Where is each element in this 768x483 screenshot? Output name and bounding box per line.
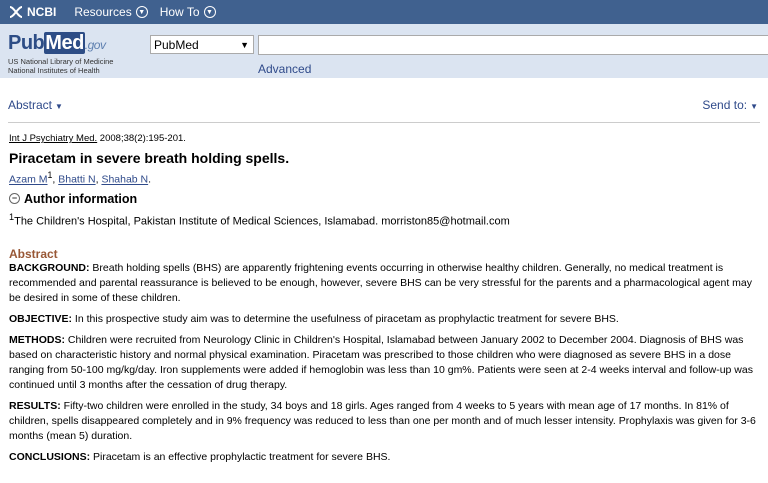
database-select-value: PubMed: [154, 38, 199, 52]
database-select[interactable]: [150, 35, 254, 54]
author-link[interactable]: Bhatti N: [58, 173, 96, 186]
section-text: Fifty-two children were enrolled in the study, 34 boys and 18 girls. Ages ranged from 4 weeks to 5 years with mean age of 17 months. In 81% of children, spells disappeared completely and in 9% frequency was reduced to less than one per month and of much lesser intensity. Prophylaxis was given for 3-6 months (mean 5) duration.: [9, 400, 756, 443]
search-area: [0, 24, 768, 78]
results-toolbar: [0, 98, 768, 114]
abstract-objective: [9, 312, 761, 327]
chevron-down-icon: ▼: [204, 6, 216, 18]
chevron-down-icon: ▼: [136, 6, 148, 18]
collapse-icon: −: [9, 193, 20, 204]
author-information-label: Author information: [24, 191, 138, 206]
section-label: OBJECTIVE:: [9, 313, 73, 326]
author-list: [9, 170, 761, 186]
section-text: Breath holding spells (BHS) are apparently frightening events occurring in otherwise healthy children. Generally, no medical treatment is recommended and parental reassurance is believed to be enough, however, severe BHS can be very stressful for the parents and a pharmacological agent may be desired in some of these children.: [9, 262, 753, 305]
pubmed-logo[interactable]: [8, 32, 113, 75]
citation: [9, 133, 761, 144]
author-separator: ,: [95, 173, 102, 186]
advanced-search-link[interactable]: Advanced: [258, 62, 312, 76]
affiliation-text: The Children's Hospital, Pakistan Institute of Medical Sciences, Islamabad. morriston85@hotmail.com: [14, 215, 510, 228]
abstract-conclusions: [9, 450, 761, 465]
author-sup: 1: [47, 170, 53, 180]
affiliation: [9, 212, 761, 228]
logo-pub: Pub: [8, 32, 45, 54]
section-text: Piracetam is an effective prophylactic treatment for severe BHS.: [90, 451, 391, 464]
send-to-label: Send to:: [702, 98, 748, 112]
article-content: [9, 133, 761, 471]
citation-details: 2008;38(2):195-201.: [97, 133, 186, 144]
section-text: In this prospective study aim was to determine the usefulness of piracetam as prophylactic treatment for severe BHS.: [72, 313, 619, 326]
resources-menu[interactable]: [74, 5, 147, 19]
logo-med: Med: [45, 32, 84, 54]
abstract-heading: Abstract: [9, 247, 58, 262]
author-separator: .: [148, 173, 152, 186]
search-input[interactable]: [258, 35, 768, 55]
section-label: CONCLUSIONS:: [9, 451, 91, 464]
ncbi-helix-icon: [8, 5, 24, 19]
logo-gov: .gov: [84, 38, 106, 52]
how-to-menu[interactable]: [160, 5, 216, 19]
section-label: RESULTS:: [9, 400, 61, 413]
dropdown-arrow-icon: ▼: [240, 40, 249, 50]
send-to-dropdown[interactable]: [702, 98, 758, 112]
logo-subtitle-1: US National Library of Medicine: [8, 57, 114, 66]
article-title: Piracetam in severe breath holding spells.: [9, 150, 290, 166]
resources-menu-label: Resources: [74, 5, 132, 19]
how-to-menu-label: How To: [159, 5, 200, 19]
author-separator: ,: [52, 173, 59, 186]
ncbi-logo-text: NCBI: [27, 5, 57, 19]
caret-down-icon: ▼: [55, 102, 63, 111]
journal-link[interactable]: Int J Psychiatry Med.: [9, 133, 98, 144]
ncbi-logo[interactable]: [8, 5, 56, 19]
divider: [8, 122, 760, 123]
affiliation-sup: 1: [9, 211, 15, 222]
author-link[interactable]: Azam M: [9, 173, 48, 186]
format-label: Abstract: [8, 98, 53, 112]
author-link[interactable]: Shahab N: [101, 173, 149, 186]
abstract-background: [9, 261, 761, 306]
caret-down-icon: ▼: [750, 102, 758, 111]
logo-subtitle-2: National Institutes of Health: [8, 66, 100, 75]
section-label: BACKGROUND:: [9, 262, 90, 275]
section-label: METHODS:: [9, 334, 65, 347]
ncbi-header-bar: [0, 0, 768, 24]
section-text: Children were recruited from Neurology Clinic in Children's Hospital, Islamabad between January 2002 to December 2004. Diagnosis of BHS was based on characteristic history and normal physical examination. Piracetam was prescribed to those children who were diagnosed as severe BHS in a dose ranging from 50-100 mg/kg/day. Iron supplements were added if hemoglobin was less than 10 gm%. Patients were seen at 2-4 weeks interval and follow-up was continued until 3 months after the cessation of drug therapy.: [9, 334, 753, 392]
format-dropdown[interactable]: [8, 98, 63, 112]
abstract-results: [9, 399, 761, 444]
author-information-toggle[interactable]: [9, 192, 761, 206]
abstract-methods: [9, 333, 761, 393]
